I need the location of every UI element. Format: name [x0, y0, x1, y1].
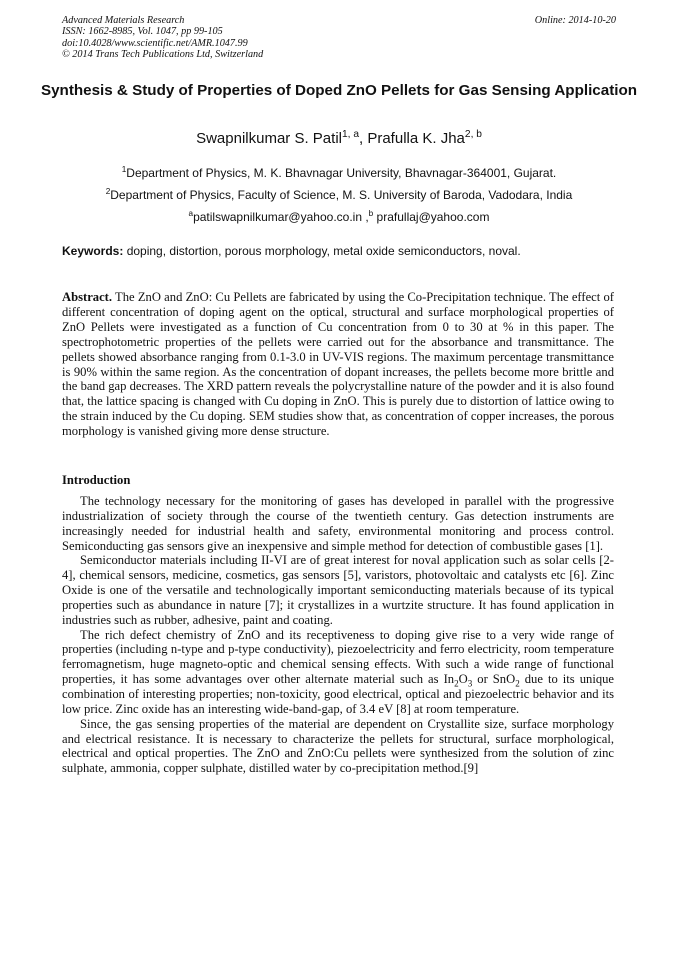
abstract [62, 290, 614, 439]
keywords-label: Keywords: [62, 244, 124, 258]
doi-line: doi:10.4028/www.scientific.net/AMR.1047.99 [62, 37, 248, 49]
affiliation-1-mark: 1 [121, 165, 127, 174]
journal-header [62, 15, 263, 60]
abstract-label: Abstract. [62, 290, 113, 304]
p3-subscript-1: 2 [454, 678, 459, 689]
intro-paragraph-4: Since, the gas sensing properties of the material are dependent on Crystallite size, surface morphology and electrical resistance. It is necessary to characterize the pellets for structural, surface morphological, electrical and optical properties. The ZnO and ZnO:Cu pellets were synthesized from the solution of zinc sulphate, ammonia, copper sulphate, distilled water by co-precipitation method.[9] [62, 716, 614, 776]
keywords [62, 244, 622, 258]
journal-name: Advanced Materials Research [62, 15, 185, 26]
p3-subscript-3: 2 [515, 678, 520, 689]
abstract-text: The ZnO and ZnO: Cu Pellets are fabricated by using the Co-Precipitation technique. The effect of different concentration of doping agent on the optical, structural and surface morphological properties of ZnO Pellets were investigated as a function of Cu concentration from 0 to 30 at % in this paper. The spectrophotometric properties of the pellets were carried out for the absorbance and transmittance. The pellets showed absorbance ranging from 0.1-3.0 in UV-VIS regions. The maximum percentage transmittance is 90% within the same region. As the concentration of dopant increases, the pellets become more brittle and the band gap decreases. The XRD pattern reveals the polycrystalline nature of the powder and it is also found that, the lattice spacing is changed with Cu doping in ZnO. This is purely due to distortion of lattice owing to the strain induced by the Cu doping. SEM studies show that, as concentration of copper increases, the porous morphology is vanished giving more dense structure. [62, 290, 614, 439]
introduction-body [62, 494, 614, 776]
affiliation-1-text: Department of Physics, M. K. Bhavnagar University, Bhavnagar-364001, Gujarat. [126, 166, 557, 180]
affiliation-2 [40, 188, 638, 202]
email-b-mark: b [368, 209, 374, 218]
affiliation-1 [40, 166, 638, 180]
p3-part-a: The rich defect chemistry of ZnO and its receptiveness to doping give rise to a very wide range of properties (including n-type and p-type conductivity), piezoelectricity and ferro electricity, room temperature ferromagnetism, huge magneto-optic and chemical sensing effects. With such a wide range of functional properties, it has some advantages over other alternate material such as In [62, 627, 614, 687]
author-1: Swapnilkumar S. Patil [196, 130, 342, 147]
author-2-affil-mark: 2, b [464, 129, 482, 140]
affiliation-2-text: Department of Physics, Faculty of Science, M. S. University of Baroda, Vadodara, India [110, 188, 573, 202]
email-b[interactable]: prafullaj@yahoo.com [373, 210, 490, 224]
issn-line: ISSN: 1662-8985, Vol. 1047, pp 99-105 [62, 26, 223, 38]
email-a-mark: a [188, 209, 194, 218]
author-2: Prafulla K. Jha [367, 130, 465, 147]
email-separator: , [362, 210, 369, 224]
intro-paragraph-3 [62, 628, 614, 717]
online-date: Online: 2014-10-20 [534, 15, 616, 26]
author-1-affil-mark: 1, a [342, 129, 359, 140]
introduction-heading: Introduction [62, 473, 131, 487]
paper-title: Synthesis & Study of Properties of Doped ZnO Pellets for Gas Sensing Application [40, 82, 638, 99]
intro-paragraph-1: The technology necessary for the monitoring of gases has developed in parallel with the progressive industrialization of society through the course of the twentieth century. Gas detection instruments are increasingly needed for industrial health and safety, environmental monitoring and process control. Semiconducting gas sensors give an inexpensive and simple method for detection of combustible gases [1]. [62, 494, 614, 553]
intro-paragraph-2: Semiconductor materials including II-VI are of great interest for noval application such as solar cells [2-4], chemical sensors, medicine, cosmetics, gas sensors [5], varistors, photovoltaic and catalysts etc [6]. Zinc Oxide is one of the versatile and technologically important semiconducting materials because of its typical properties such as abundance in nature [7]; it crystallizes in a wurtzite structure. It has found application in industries such as rubber, adhesive, paint and coating. [62, 553, 614, 627]
p3-subscript-2: 3 [467, 678, 473, 689]
author-separator: , [359, 130, 368, 147]
p3-part-c: or SnO [472, 672, 516, 687]
affiliation-2-mark: 2 [105, 187, 111, 196]
p3-part-b: O [458, 672, 468, 687]
email-a[interactable]: patilswapnilkumar@yahoo.co.in [193, 210, 362, 224]
email-line [40, 210, 638, 224]
keywords-text: doping, distortion, porous morphology, metal oxide semiconductors, noval. [123, 244, 521, 258]
author-line [40, 130, 638, 148]
p3-part-d: due to its unique combination of interesting properties; non-toxicity, good electrical, optical and piezoelectric behavior and its low price. Zinc oxide has an interesting wide-band-gap, of 3.4 eV [8] at room temperature. [62, 672, 615, 716]
copyright-line: © 2014 Trans Tech Publications Ltd, Switzerland [62, 48, 264, 60]
